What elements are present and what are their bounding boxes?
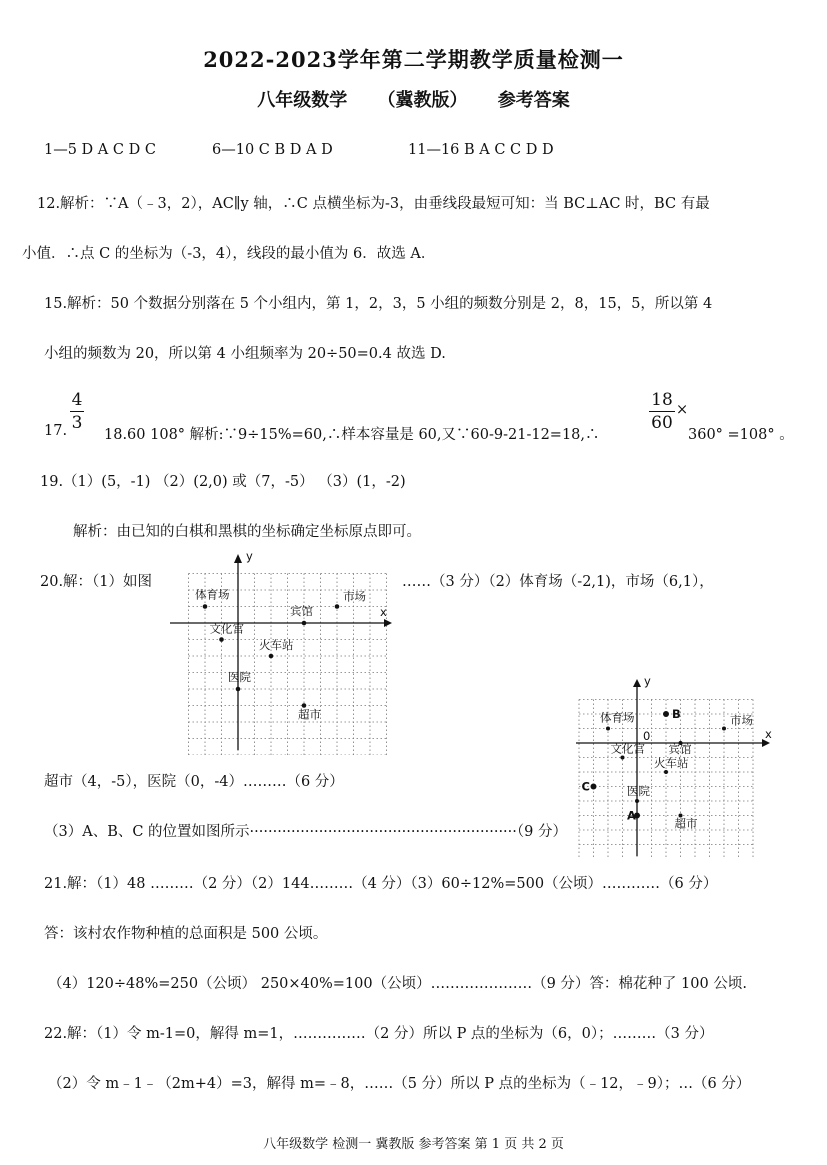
q22-line-1: 22.解：（1）令 m-1=0，解得 m=1，……………（2 分）所以 P 点的坐标为（6，0）；………（3 分） [44,1026,714,1042]
q21-line-1: 21.解：（1）48 ………（2 分）（2）144………（4 分）（3）60÷12%=500（公顷）…………（6 分） [44,876,718,892]
y-axis-label: y [644,676,651,688]
place-label: 市场 [730,713,753,728]
fraction-bar [649,411,675,412]
subtitle-grade: 八年级数学 [257,90,348,111]
y-axis-arrow [633,679,641,687]
q17-numerator: 4 [71,390,83,410]
place-label: 文化宫 [610,741,645,756]
q18-fraction [649,390,675,433]
mc-answers-3: 11—16 B A C C D D [408,142,554,158]
page-footer: 八年级数学 检测一 冀教版 参考答案 第 1 页 共 2 页 [263,1137,564,1152]
q19-note: 解析：由已知的白棋和黑棋的坐标确定坐标原点即可。 [73,524,421,540]
place-label: 超市 [298,707,321,722]
q18-tail: 360° =108° 。 [688,427,794,443]
q18-text: 18.60 108° 解析:∵9÷15%=60,∴样本容量是 60,又∵60-9-21-12=18,∴ [104,427,600,443]
point-label: A [627,808,636,823]
place-dot [664,770,668,774]
place-dot [302,621,307,626]
place-dot [635,799,639,803]
place-label: 市场 [343,589,366,604]
y-axis-arrow [234,554,242,563]
place-label: 文化宫 [209,621,244,636]
place-dot [621,756,625,760]
q15-line-2: 小组的频数为 20，所以第 4 小组频率为 20÷50=0.4 故选 D. [44,346,446,362]
x-axis-arrow [384,619,392,627]
subtitle-answer: 参考答案 [497,90,570,111]
place-label: 宾馆 [668,742,692,756]
fraction-bar [70,411,84,412]
place-dot [236,687,241,692]
mc-answers-2: 6—10 C B D A D [212,142,333,158]
q20-line-3: （3）A、B、C 的位置如图所示··························································（9 分） [44,824,567,840]
place-label: 火车站 [259,638,294,652]
q21-line-2: 答：该村农作物种植的总面积是 500 公顷。 [44,926,328,942]
q17-denominator: 3 [71,413,83,433]
point-c [591,784,597,790]
q20-line-2: 超市（4，-5），医院（0，-4）………（6 分） [44,774,344,790]
place-dot [219,637,224,642]
place-dot [269,654,274,659]
place-dot [606,727,610,731]
x-axis-label: x [380,605,387,619]
page-title: 2022-2023学年第二学期教学质量检测一 [203,47,624,72]
q12-line-2: 小值．∴点 C 的坐标为（-3，4），线段的最小值为 6．故选 A． [22,246,436,262]
point-label: C [581,779,590,794]
place-label: 火车站 [654,756,689,770]
place-markers [195,588,366,722]
page-subtitle [0,86,827,112]
subtitle-edition: （冀教版） [377,90,468,111]
place-label: 超市 [674,816,698,831]
place-dot [335,604,340,609]
place-label: 医院 [228,670,251,684]
x-axis-label: x [765,727,772,741]
q20-start: 20.解：（1）如图 [40,574,153,590]
place-dot [722,727,726,731]
q20-right: ……（3 分）（2）体育场（-2,1)，市场（6,1）， [402,574,714,590]
q17-fraction [70,390,84,433]
point-b [663,711,669,717]
q21-line-3: （4）120÷48%=250（公顷） 250×40%=100（公顷）…………………（9 分）答：棉花种了 100 公顷. [48,976,747,992]
place-dot [203,604,208,609]
q19-answer: 19.（1）(5，-1) （2）(2,0) 或（7，-5） （3）(1，-2) [40,474,406,490]
q18-denominator: 60 [651,413,673,433]
q12-line-1: 12.解析：∵A（﹣3，2），AC∥y 轴，∴C 点横坐标为-3，由垂线段最短可知：当 BC⊥AC 时，BC 有最 [37,196,710,212]
q22-line-2: （2）令 m﹣1﹣（2m+4）=3，解得 m=﹣8，……（5 分）所以 P 点的坐标为（﹣12，﹣9）；…（6 分） [48,1076,751,1092]
q17-label: 17. [44,423,68,439]
mc-answers-1: 1—5 D A C D C [44,142,156,158]
place-label: 体育场 [600,710,635,725]
place-label: 医院 [627,784,650,798]
times-sign: × [676,402,689,418]
place-label: 宾馆 [290,604,313,618]
coordinate-figure-1 [160,550,400,755]
place-label: 体育场 [195,587,230,602]
q18-numerator: 18 [651,390,673,410]
q15-line-1: 15.解析：50 个数据分别落在 5 个小组内，第 1，2，3，5 小组的频数分别是 2，8，15，5，所以第 4 [44,296,713,312]
point-label: B [672,707,681,721]
coordinate-figure-2 [572,676,782,858]
y-axis-label: y [246,550,253,563]
origin-label: 0 [643,729,651,743]
